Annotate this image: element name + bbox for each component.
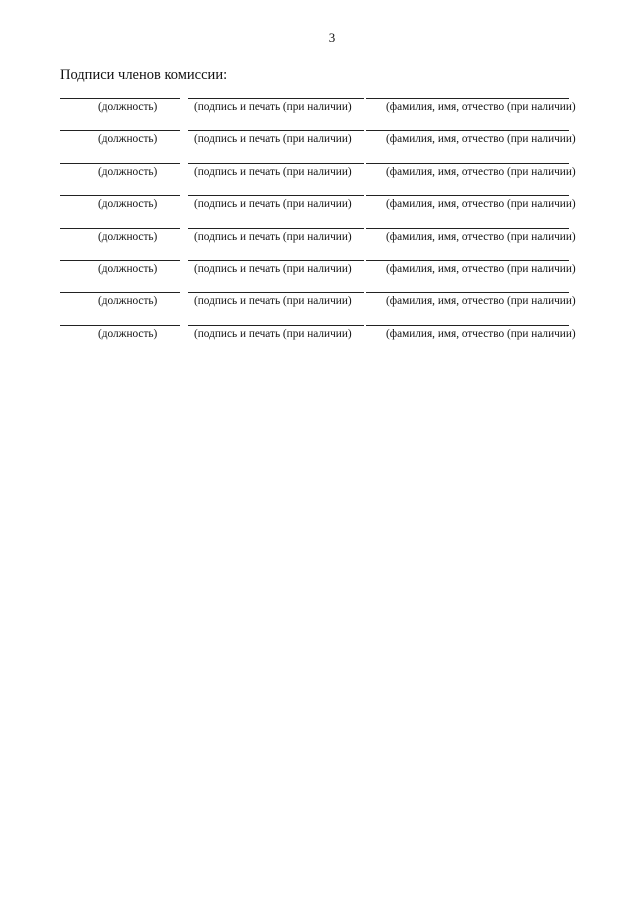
signature-field (188, 120, 364, 146)
signature-caption: (подпись и печать (при наличии) (194, 165, 352, 178)
signature-caption: (подпись и печать (при наличии) (194, 295, 352, 308)
full-name-caption: (фамилия, имя, отчество (при наличии) (386, 133, 576, 146)
full-name-line (366, 228, 569, 229)
position-field (60, 88, 180, 113)
signature-line (188, 292, 364, 293)
full-name-line (366, 260, 569, 261)
position-line (60, 325, 180, 326)
signature-row (0, 250, 640, 282)
signature-rows (0, 88, 640, 347)
full-name-caption: (фамилия, имя, отчество (при наличии) (386, 165, 576, 178)
signature-line (188, 130, 364, 131)
position-line (60, 260, 180, 261)
signature-caption: (подпись и печать (при наличии) (194, 327, 352, 340)
position-line (60, 163, 180, 164)
full-name-caption: (фамилия, имя, отчество (при наличии) (386, 327, 576, 340)
signature-caption: (подпись и печать (при наличии) (194, 133, 352, 146)
full-name-caption: (фамилия, имя, отчество (при наличии) (386, 198, 576, 211)
full-name-line (366, 130, 569, 131)
signature-line (188, 163, 364, 164)
full-name-field (366, 218, 576, 243)
signature-row (0, 88, 640, 120)
position-caption: (должность) (98, 198, 158, 211)
position-caption: (должность) (98, 101, 158, 113)
position-line (60, 98, 180, 99)
signature-field (188, 88, 364, 113)
signature-row (0, 282, 640, 314)
signature-caption: (подпись и печать (при наличии) (194, 198, 352, 211)
full-name-field (366, 120, 576, 146)
full-name-field (366, 282, 576, 308)
position-field (60, 120, 180, 146)
signature-line (188, 195, 364, 196)
signature-caption: (подпись и печать (при наличии) (194, 230, 352, 243)
position-caption: (должность) (98, 230, 158, 243)
signature-field (188, 153, 364, 178)
full-name-line (366, 163, 569, 164)
full-name-caption: (фамилия, имя, отчество (при наличии) (386, 262, 576, 275)
full-name-caption: (фамилия, имя, отчество (при наличии) (386, 101, 576, 113)
signature-field (188, 218, 364, 243)
full-name-field (366, 250, 576, 275)
position-field (60, 218, 180, 243)
full-name-field (366, 315, 576, 340)
position-field (60, 315, 180, 340)
full-name-field (366, 153, 576, 178)
position-field (60, 153, 180, 178)
full-name-caption: (фамилия, имя, отчество (при наличии) (386, 230, 576, 243)
full-name-field (366, 88, 576, 113)
position-field (60, 282, 180, 308)
position-field (60, 185, 180, 211)
signature-caption: (подпись и печать (при наличии) (194, 101, 352, 113)
full-name-line (366, 98, 569, 99)
section-heading: Подписи членов комиссии: (60, 67, 228, 83)
full-name-line (366, 325, 569, 326)
position-caption: (должность) (98, 262, 158, 275)
signature-field (188, 185, 364, 211)
position-caption: (должность) (98, 133, 158, 146)
signature-field (188, 282, 364, 308)
full-name-caption: (фамилия, имя, отчество (при наличии) (386, 295, 576, 308)
signature-line (188, 228, 364, 229)
signature-caption: (подпись и печать (при наличии) (194, 262, 352, 275)
signature-row (0, 185, 640, 217)
position-line (60, 195, 180, 196)
position-caption: (должность) (98, 165, 158, 178)
position-caption: (должность) (98, 327, 158, 340)
position-line (60, 130, 180, 131)
signature-row (0, 218, 640, 250)
signature-row (0, 120, 640, 152)
signature-line (188, 98, 364, 99)
full-name-line (366, 195, 569, 196)
position-line (60, 292, 180, 293)
signature-line (188, 260, 364, 261)
position-field (60, 250, 180, 275)
full-name-line (366, 292, 569, 293)
signature-line (188, 325, 364, 326)
signature-field (188, 315, 364, 340)
page-number: 3 (328, 30, 336, 45)
position-caption: (должность) (98, 295, 158, 308)
signature-row (0, 315, 640, 347)
full-name-field (366, 185, 576, 211)
signature-field (188, 250, 364, 275)
signature-row (0, 153, 640, 185)
position-line (60, 228, 180, 229)
